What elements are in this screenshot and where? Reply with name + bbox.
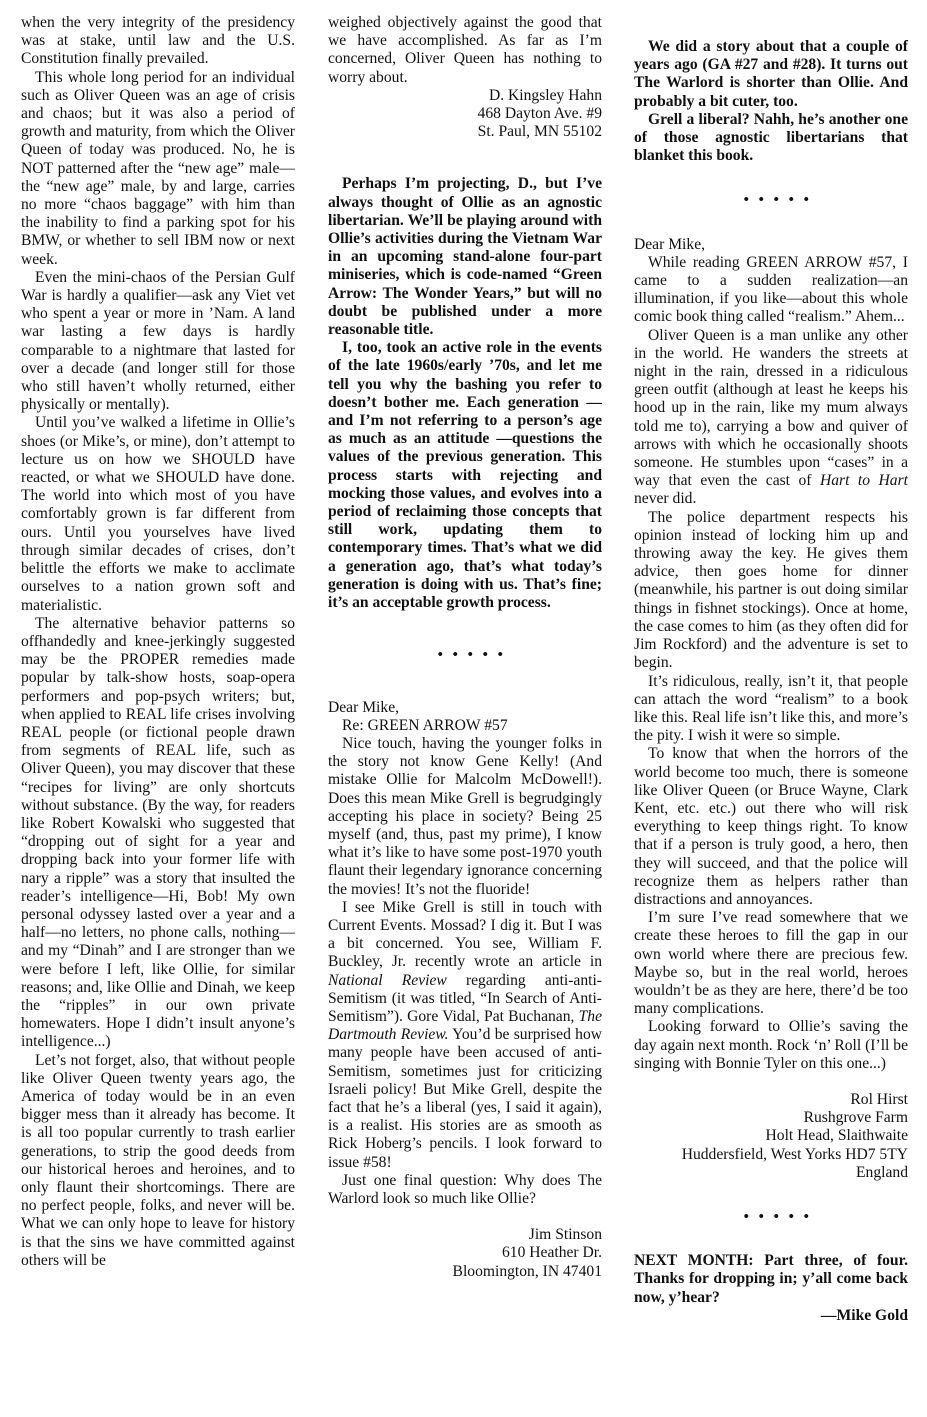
letter-paragraph: Until you’ve walked a lifetime in Ollie’s shoes (or Mike’s, or mine), don’t attempt to lecture us on how we SHOULD have reacted, or what we SHOULD have done. The world into which most of you have comfortably grown is far different from ours. Until you yourselves have lived through similar decades of crises, don’t belittle the efforts we make to acclimate ourselves to a nation grown soft and materialistic. [21,414,295,614]
signature-city: Bloomington, IN 47401 [452,1262,602,1280]
signature-address: 610 Heather Dr. [501,1244,602,1262]
signature-address: Holt Head, Slaithwaite [765,1127,908,1145]
letter-paragraph: The alternative behavior patterns so offhandedly and knee-jerkingly suggested may be the PROPER remedies made popular by talk-show hosts, soap-opera performers and pop-psych writers; but, when applied to REAL life crises involving REAL people (or fictional people drawn from segments of REAL life, such as Oliver Queen), you may discover that these “recipes for living” are only shortcuts without substance. (By the way, for readers like Robert Kowalski who suggested that “dropping out of sight for a year and dropping back into your former life with nary a ripple” was a story that insulted the reader’s intelligence—Hi, Bob! My own personal odyssey lasted over a year and a half—no letters, no phone calls, nothing—and my “Dinah” and I are stronger than we were before I left, like Ollie, for similar reasons; and, like Ollie and Dinah, we keep the “ripples” in our own private homewaters. Hope I didn’t insult anyone’s intelligence...) [21,614,295,1051]
letter-paragraph: Just one final question: Why does The Warlord look so much like Ollie? [328,1171,602,1207]
letter-paragraph: Nice touch, having the younger folks in the story not know Gene Kelly! (And mistake Ollie for Malcolm McDowell!). Does this mean Mike Grell is begrudgingly accepting his place in society? Being 25 myself (and, thus, past my prime), I know what it’s like to have some post-1970 youth flaunt their legendary ignorance concerning the movies! It’s not the fluoride! [328,734,602,898]
letter-paragraph: Looking forward to Ollie’s saving the day again next month. Rock ‘n’ Roll (I’ll be singing with Bonnie Tyler on this one...) [634,1018,908,1072]
signature-city: St. Paul, MN 55102 [477,123,602,141]
editor-reply: We did a story about that a couple of years ago (GA #27 and #28). It turns out The Warlord is shorter than Ollie. And probably a bit cuter, too. [634,38,908,110]
letter-salutation: Dear Mike, [328,698,400,716]
letter-paragraph: I see Mike Grell is still in touch with Current Events. Mossad? I dig it. But I was a bit concerned. You see, William F. Buckley, Jr. recently wrote an article in National Review regarding anti-anti-Semitism (it was titled, “In Search of Anti-Semitism”). Gore Vidal, Pat Buchanan, The Dartmouth Review. You’d be surprised how many people have been accused of anti-Semitism, sometimes just for criticizing Israeli policy! But Mike Grell, despite the fact that he’s a liberal (yes, I said it again), is a realist. His stories are as smooth as Rick Hoberg’s pencils. I look forward to issue #58! [328,898,602,1171]
letter-paragraph: The police department respects his opinion instead of locking him up and throwing away the key. He gives them advice, then goes home for dinner (meanwhile, his partner is out doing similar things in fishnet stockings). Once at home, the case comes to him (as they often did for Jim Rockford) and the adventure is set to begin. [634,508,908,672]
letter-paragraph: It’s ridiculous, really, isn’t it, that people can attach the word “realism” to a book like this. Real life isn’t like this, and more’s the pity. I wish it were so simple. [634,672,908,745]
letter-re-line: Re: GREEN ARROW #57 [342,716,508,734]
signature-name: Rol Hirst [850,1090,908,1108]
letter-paragraph: Even the mini-chaos of the Persian Gulf War is hardly a qualifier—ask any Viet vet who spent a year or more in ’Nam. A land war lasting a few days is hardly comparable to a nightmare that lasted for over a decade (and longer still for those who still haven’t wholly returned, either physically or mentally). [21,268,295,414]
letter-paragraph: Let’s not forget, also, that without people like Oliver Queen twenty years ago, the America of today would be in an even bigger mess than it already has become. It is all too popular currently to trash earlier generations, to strip the good deeds from our historical heroes and heroines, and to only flaunt their shortcomings. There are no perfect people, folks, and never will be. What we can only hope to leave for history is that the sins we have committed against others will be [21,1051,295,1269]
letter-salutation: Dear Mike, [634,235,706,253]
signature-name: Jim Stinson [528,1226,602,1244]
letter-paragraph: I’m sure I’ve read somewhere that we create these heroes to fill the gap in our own world where there are precious few. Maybe so, but in the real world, heroes wouldn’t be as they are here, there’d be too many complications. [634,909,908,1018]
letter-paragraph: when the very integrity of the presidency was at stake, until law and the U.S. Constitution finally prevailed. [21,14,295,68]
column-2 [328,14,602,1281]
publication-title: The Dartmouth Review. [328,1007,602,1044]
editor-reply: Grell a liberal? Nahh, he’s another one of those agnostic libertarians that blanket this book. [634,110,908,165]
letter-paragraph: While reading GREEN ARROW #57, I came to a sudden realization—an illumination, if you like—about this whole comic book thing called “realism.” Ahem... [634,253,908,326]
letter-paragraph: weighed objectively against the good that we have accomplished. As far as I’m concerned, Oliver Queen has nothing to worry about. [328,14,602,86]
column-1 [21,14,295,1270]
show-title: Hart to Hart [819,472,908,490]
column-3 [634,38,908,1325]
letter-paragraph: This whole long period for an individual such as Oliver Queen was an age of crisis and chaos; but it was also a period of growth and maturity, from which the Oliver Queen of today was produced. No, he is NOT patterned after the “new age” male—the “new age” male, by and large, carries no more “chaos baggage” with him than the inability to find a parking spot for his BMW, or whether to sell IBM now or next week. [21,68,295,268]
section-divider: • • • • • [743,192,812,209]
editor-signature: —Mike Gold [820,1306,908,1324]
signature-address: 468 Dayton Ave. #9 [477,105,602,123]
editor-reply: I, too, took an active role in the events of the late 1960s/early ’70s, and let me tell you why the bashing you refer to doesn’t bother me. Each generation —and I’m not referring to a person’s age as much as an attitude —questions the values of the previous generation. This process starts with rejecting and mocking those values, and evolves into a period of reclaiming those concepts that still work, updating them to contemporary times. That’s what we did a generation ago, that’s what today’s generation is doing with us. That’s fine; it’s an acceptable growth process. [328,339,602,612]
section-divider: • • • • • [743,1208,812,1225]
letter-paragraph: To know that when the horrors of the world become too much, there is someone like Oliver Queen (or Bruce Wayne, Clark Kent, etc. etc.) out there who will risk everything to keep things right. To know that if a person is truly good, a hero, then they will succeed, and that the police will recognize them as helpers rather than distractions and annoyances. [634,745,908,908]
signature-address: Rushgrove Farm [803,1109,908,1127]
signature-name: D. Kingsley Hahn [488,86,602,104]
signature-country: England [856,1163,908,1181]
letter-paragraph: Oliver Queen is a man unlike any other in the world. He wanders the streets at night in the rain, dressed in a ridiculous green outfit (although at least he keeps his hood up in the rain, like my mum always told me to), carrying a bow and quiver of arrows with which he occasionally shoots someone. He stumbles upon “cases” in a way that even the cast of Hart to Hart never did. [634,326,908,508]
editor-reply: Perhaps I’m projecting, D., but I’ve always thought of Ollie as an agnostic libertarian. We’ll be playing around with Ollie’s activities during the Vietnam War in an upcoming stand-alone four-part miniseries, which is code-named “Green Arrow: The Wonder Years,” but will no doubt be published under a more reasonable title. [328,175,602,339]
next-month-note: NEXT MONTH: Part three, of four. Thanks for dropping in; y’all come back now, y’hear? [634,1252,908,1306]
section-divider: • • • • • [437,647,506,664]
signature-city: Huddersfield, West Yorks HD7 5TY [681,1145,908,1163]
publication-title: National Review [328,971,447,989]
